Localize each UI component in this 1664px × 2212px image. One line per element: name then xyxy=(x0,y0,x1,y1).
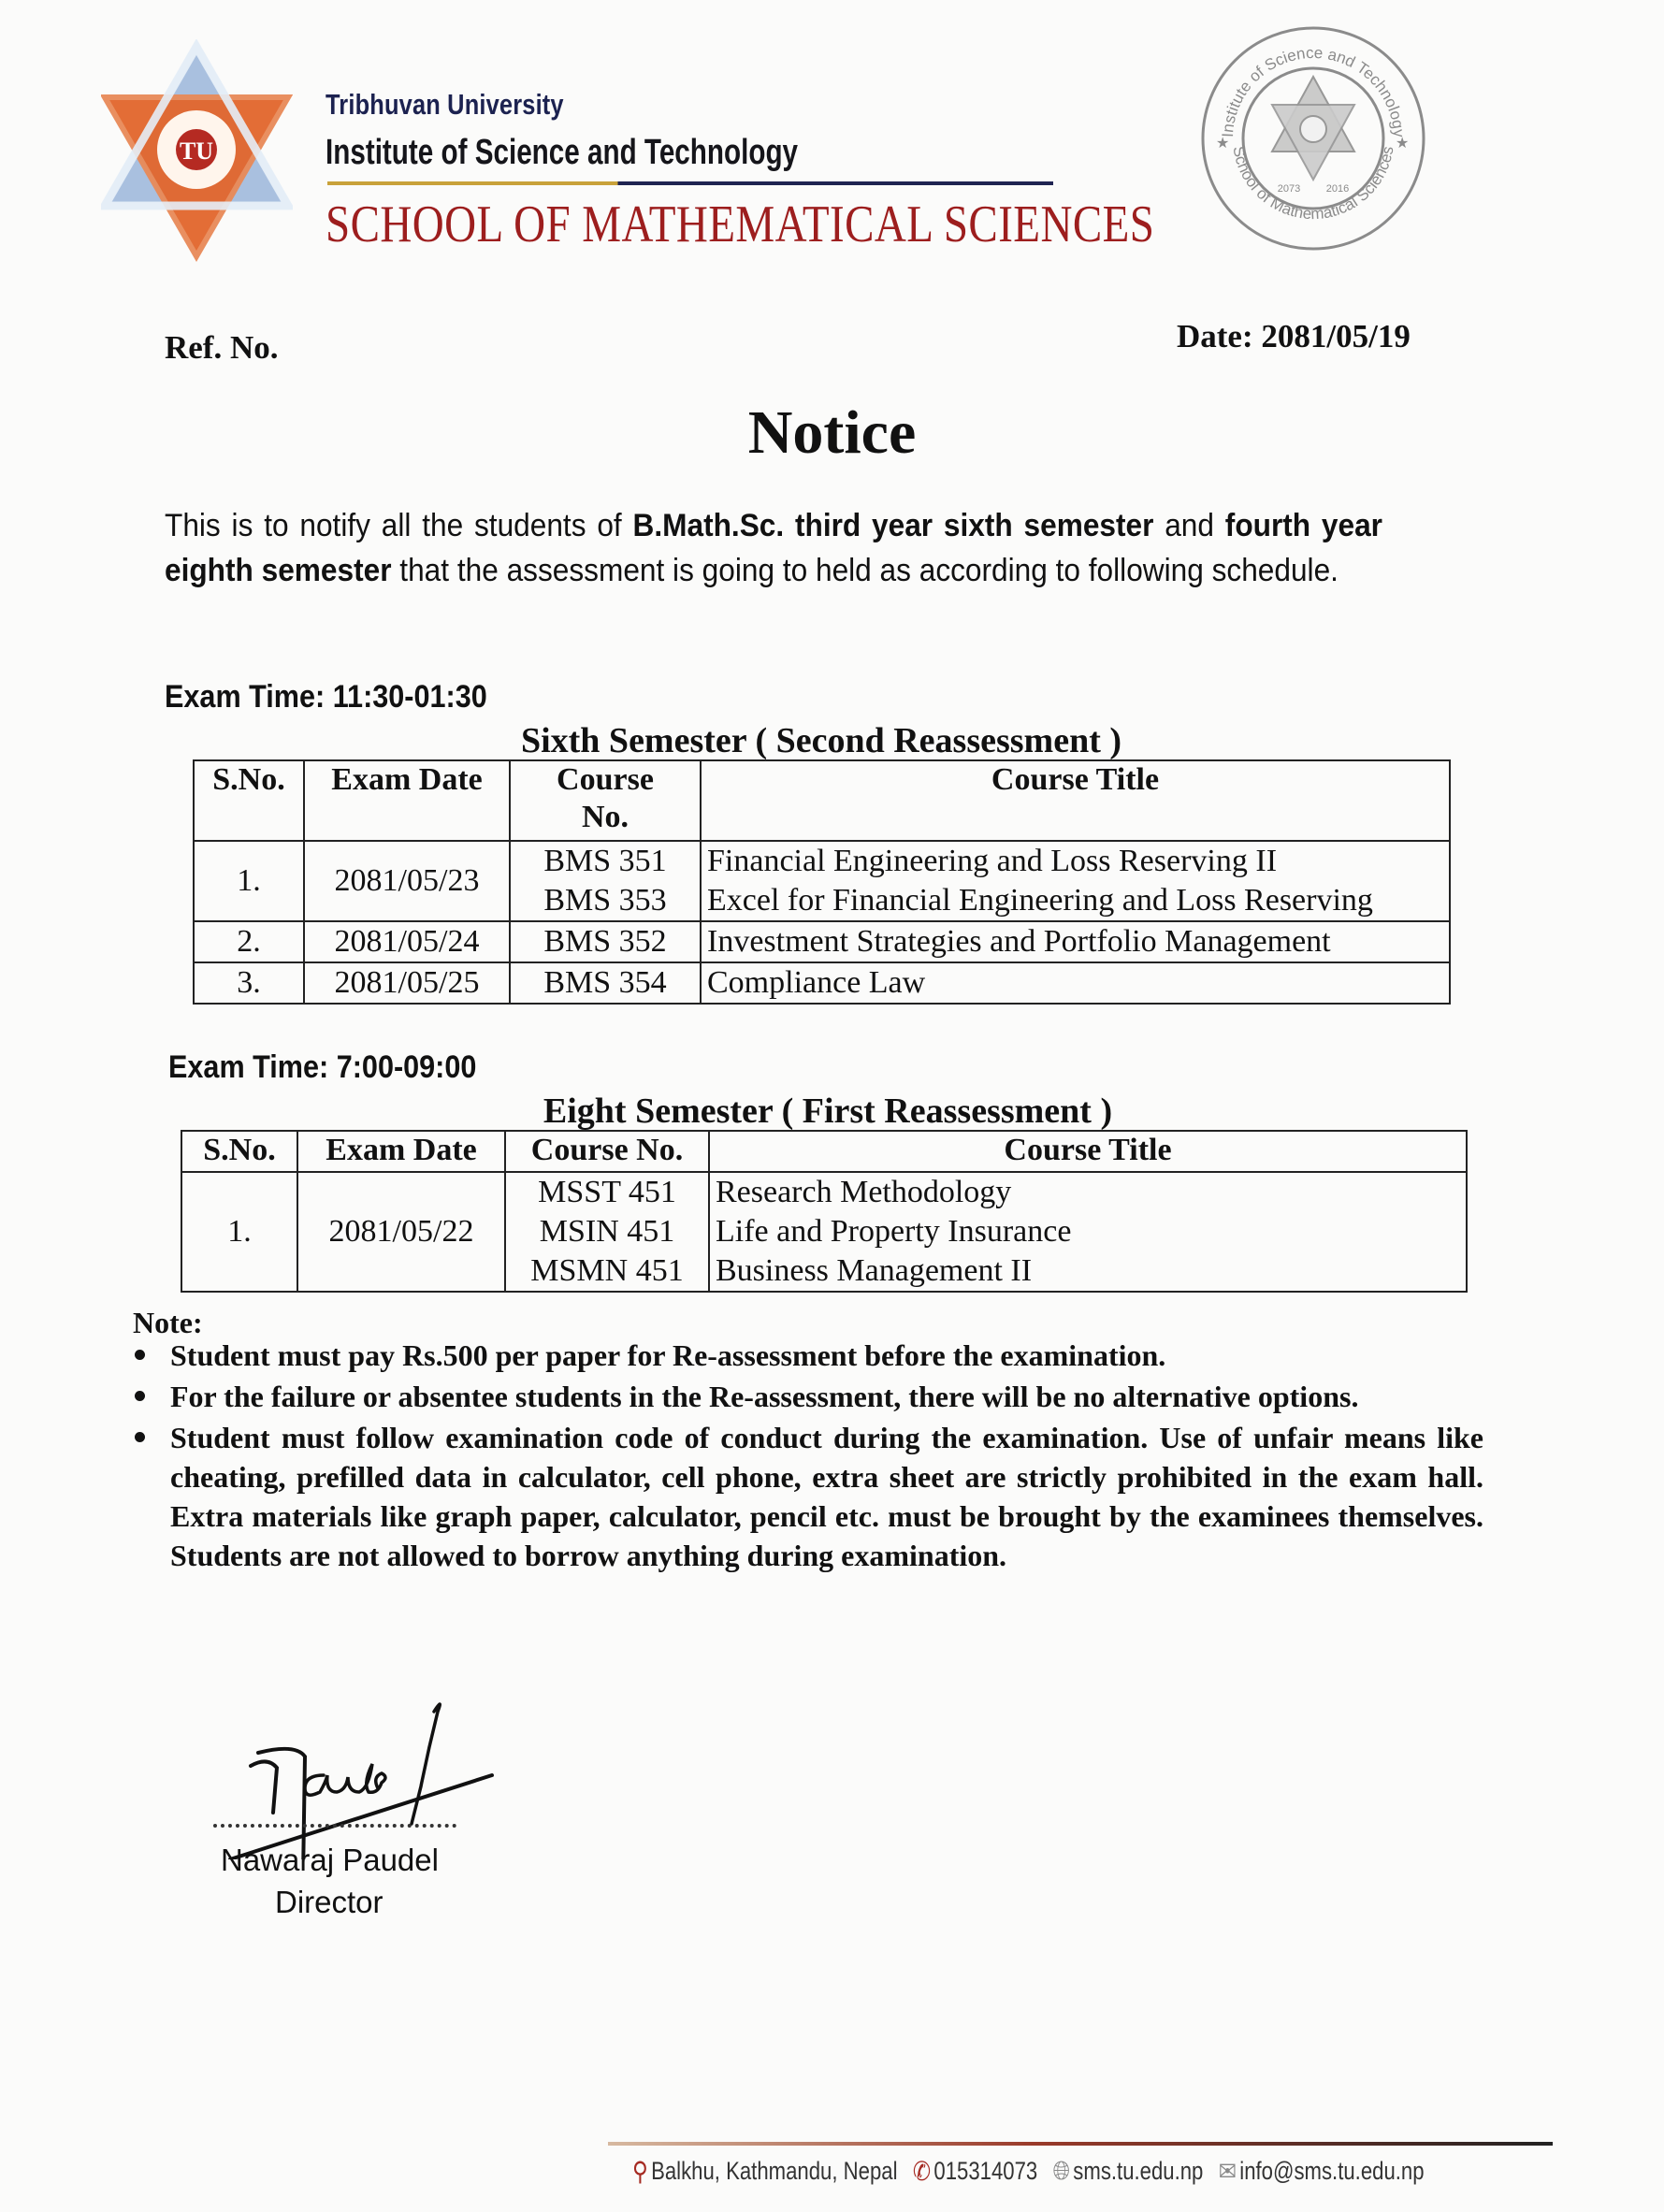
website-link[interactable]: sms.tu.edu.np xyxy=(1073,2157,1204,2185)
phone-icon: ✆ xyxy=(912,2157,932,2186)
course-title-cell xyxy=(701,841,1450,921)
tu-logo-icon xyxy=(101,39,293,264)
bullet-icon xyxy=(135,1391,145,1401)
footer-rule xyxy=(608,2142,1553,2146)
svg-text:School of Mathematical Science: School of Mathematical Sciences xyxy=(1229,144,1397,224)
school-name: SCHOOL OF MATHEMATICAL SCIENCES xyxy=(326,195,1155,253)
footer-website[interactable] xyxy=(1053,2156,1204,2187)
eighth-semester-table xyxy=(181,1130,1468,1293)
bullet-icon xyxy=(135,1432,145,1442)
university-name: Tribhuvan University xyxy=(326,88,564,121)
course-no: BMS 351 xyxy=(543,844,667,878)
col-header-exam-date: Exam Date xyxy=(297,1131,505,1172)
email-link[interactable]: info@sms.tu.edu.np xyxy=(1239,2157,1425,2185)
intro-paragraph xyxy=(165,503,1382,593)
intro-bold-program: B.Math.Sc. third year sixth semester xyxy=(632,508,1154,543)
course-title: Excel for Financial Engineering and Loss Reserving xyxy=(707,883,1373,918)
table-row xyxy=(194,921,1450,962)
col-header-sno: S.No. xyxy=(181,1131,297,1172)
note-item xyxy=(127,1377,1483,1416)
course-no: BMS 353 xyxy=(543,883,667,918)
footer-contact xyxy=(632,2156,1432,2187)
sno-cell: 1. xyxy=(181,1172,297,1292)
svg-text:2073: 2073 xyxy=(1277,183,1301,195)
footer-address xyxy=(632,2156,898,2187)
notes-list xyxy=(127,1336,1483,1577)
ref-number-label: Ref. No. xyxy=(165,329,279,366)
course-no: MSST 451 xyxy=(538,1175,676,1209)
sno-cell: 1. xyxy=(194,841,304,921)
note-label: Note: xyxy=(133,1306,203,1339)
signature-line xyxy=(213,1824,456,1828)
col-header-sno: S.No. xyxy=(194,760,304,841)
course-title: Business Management II xyxy=(716,1253,1033,1288)
col-header-course-title: Course Title xyxy=(701,760,1450,841)
course-no: MSIN 451 xyxy=(539,1214,675,1249)
table-row xyxy=(194,962,1450,1004)
location-pin-icon: ⚲ xyxy=(632,2157,648,2186)
course-title-cell: Investment Strategies and Portfolio Management xyxy=(701,921,1450,962)
signatory-name: Nawaraj Paudel xyxy=(221,1843,439,1877)
course-no-cell xyxy=(505,1172,709,1292)
note-text: Student must follow examination code of conduct during the examination. Use of unfair means like cheating, prefilled data in calculator, cell phone, extra sheet are strictly prohibited in the exam hall. Extra materials like graph paper, calculator, pencil etc. must be brought by the examinees themselves. Students are not allowed to borrow anything during examination. xyxy=(170,1421,1483,1572)
school-seal-icon xyxy=(1195,19,1431,257)
course-title: Life and Property Insurance xyxy=(716,1214,1072,1249)
notice-date: Date: 2081/05/19 xyxy=(1177,318,1411,354)
intro-text: that the assessment is going to held as according to following schedule. xyxy=(391,553,1338,588)
col-header-course-no: Course No. xyxy=(505,1131,709,1172)
intro-text: and xyxy=(1153,508,1225,543)
course-no-cell xyxy=(510,841,701,921)
svg-text:★: ★ xyxy=(1216,136,1230,152)
svg-text:Institute of Science and Techn: Institute of Science and Technology xyxy=(1218,43,1409,138)
exam-date-cell: 2081/05/25 xyxy=(304,962,510,1004)
footer-email[interactable] xyxy=(1219,2156,1425,2187)
col-header-course-no: Course No. xyxy=(510,760,701,841)
sno-cell: 3. xyxy=(194,962,304,1004)
signature-icon xyxy=(211,1691,511,1859)
envelope-icon: ✉ xyxy=(1218,2157,1237,2186)
exam-date-cell: 2081/05/22 xyxy=(297,1172,505,1292)
course-title: Financial Engineering and Loss Reserving II xyxy=(707,844,1278,878)
course-no-cell: BMS 354 xyxy=(510,962,701,1004)
bullet-icon xyxy=(135,1350,145,1360)
sixth-semester-table xyxy=(193,759,1451,1005)
exam-date-cell: 2081/05/24 xyxy=(304,921,510,962)
course-title-cell: Compliance Law xyxy=(701,962,1450,1004)
note-text: For the failure or absentee students in the Re-assessment, there will be no alternative options. xyxy=(170,1380,1359,1413)
footer-phone xyxy=(913,2156,1037,2187)
table-row xyxy=(181,1172,1467,1292)
header-rule xyxy=(327,181,1053,185)
institute-name: Institute of Science and Technology xyxy=(326,133,799,172)
note-item xyxy=(127,1418,1483,1575)
sno-cell: 2. xyxy=(194,921,304,962)
svg-text:2016: 2016 xyxy=(1325,183,1350,195)
course-title-cell xyxy=(709,1172,1467,1292)
exam-time-sixth: Exam Time: 11:30-01:30 xyxy=(165,679,487,715)
phone-text: 015314073 xyxy=(933,2157,1038,2185)
svg-text:★: ★ xyxy=(1396,136,1410,152)
note-text: Student must pay Rs.500 per paper for Re-assessment before the examination. xyxy=(170,1338,1166,1372)
intro-bold-semester: fourth year eighth semester xyxy=(165,508,1382,588)
note-item xyxy=(127,1336,1483,1375)
intro-text: This is to notify all the students of xyxy=(165,508,633,543)
table-row xyxy=(194,841,1450,921)
course-no-cell: BMS 352 xyxy=(510,921,701,962)
page-title: Notice xyxy=(747,398,917,467)
col-header-course-title: Course Title xyxy=(709,1131,1467,1172)
table-caption-sixth: Sixth Semester ( Second Reassessment ) xyxy=(520,721,1122,760)
course-no: MSMN 451 xyxy=(530,1253,684,1288)
address-text: Balkhu, Kathmandu, Nepal xyxy=(651,2157,898,2185)
col-header-exam-date: Exam Date xyxy=(304,760,510,841)
exam-date-cell: 2081/05/23 xyxy=(304,841,510,921)
svg-text:TU: TU xyxy=(179,137,214,165)
course-title: Research Methodology xyxy=(716,1175,1012,1209)
globe-icon: 🌐︎ xyxy=(1052,2156,1071,2185)
exam-time-eighth: Exam Time: 7:00-09:00 xyxy=(168,1049,477,1085)
signatory-title: Director xyxy=(275,1885,383,1919)
table-caption-eighth: Eight Semester ( First Reassessment ) xyxy=(543,1092,1113,1131)
